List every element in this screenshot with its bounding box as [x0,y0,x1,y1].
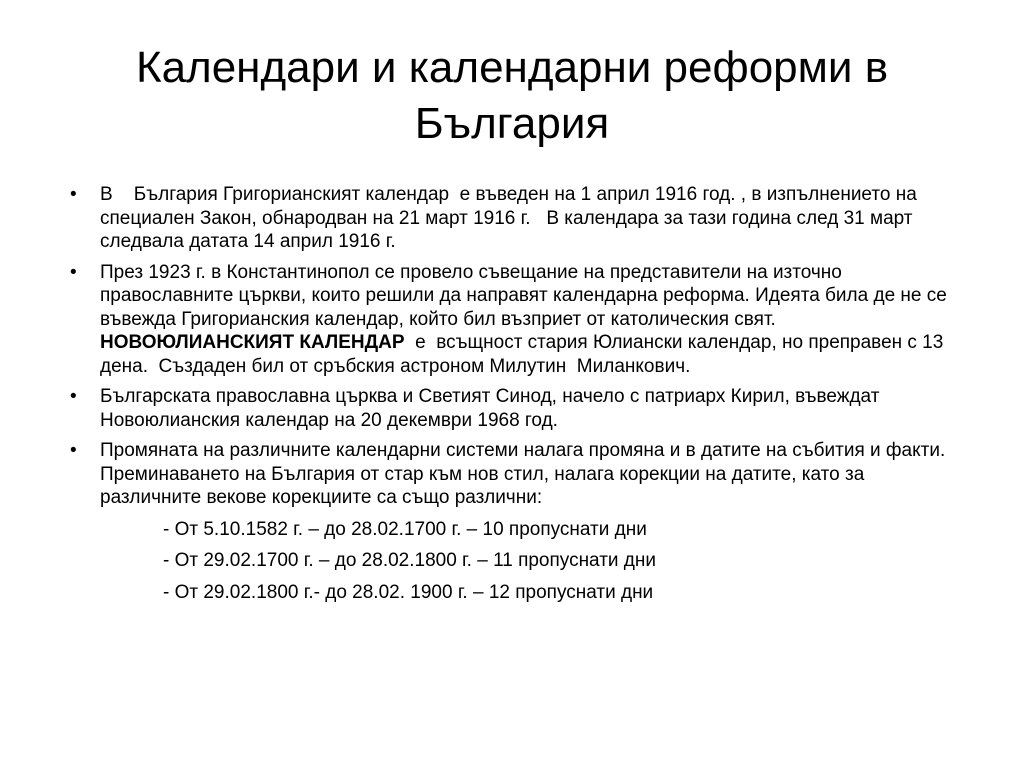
bullet-dot: • [70,261,77,283]
bullet-item-4 [70,439,970,604]
bullet-item-3 [70,385,970,432]
bullet-text: През 1923 г. в Константинопол се провело съвещание на представители на източно православните църкви, които решили да направят календарна реформа. Идеята била де не се въвежда Григорианския календар, който бил възприет от католическия свят. [100,261,947,330]
bullet-list [70,183,970,611]
bullet-text: Промяната на различните календарни системи налага промяна и в датите на събития и факти. Преминаването на България от стар към нов стил, налага корекции на датите, като за различните векове корекциите са също различни: [100,440,946,508]
bullet-bold-text: НОВОЮЛИАНСКИЯТ КАЛЕНДАР [100,332,405,353]
slide-title: Календари и календарни реформи в България [135,43,889,148]
bullet-text: В България Григорианският календар е въведен на 1 април 1916 год. , в изпълнението на специален Закон, обнародван на 21 март 1916 г. В календара за тази година след 31 март следвала датата 14 април 1916 г. [100,184,923,252]
sub-item-2: - От 29.02.1700 г. – до 28.02.1800 г. – 11 пропуснати дни [163,550,656,571]
bullet-item-1 [70,183,970,254]
sub-item-3: - От 29.02.1800 г.- до 28.02. 1900 г. – 12 пропуснати дни [163,581,654,603]
bullet-text: Българската православна църква и Светият Синод, начело с патриарх Кирил, въвеждат Новоюлианския календар на 20 декември 1968 год. [100,386,880,431]
sub-item-1: - От 5.10.1582 г. – до 28.02.1700 г. – 10 пропуснати дни [163,518,647,540]
bullet-dot: • [70,386,77,407]
bullet-dot: • [70,440,77,461]
bullet-dot: • [70,184,77,205]
bullet-item-2 [70,261,970,379]
bullet-text: е всъщност стария Юлиански календар, но преправен с 13 дена. Създаден бил от сръбския астроном Милутин Миланкович. [100,332,949,377]
